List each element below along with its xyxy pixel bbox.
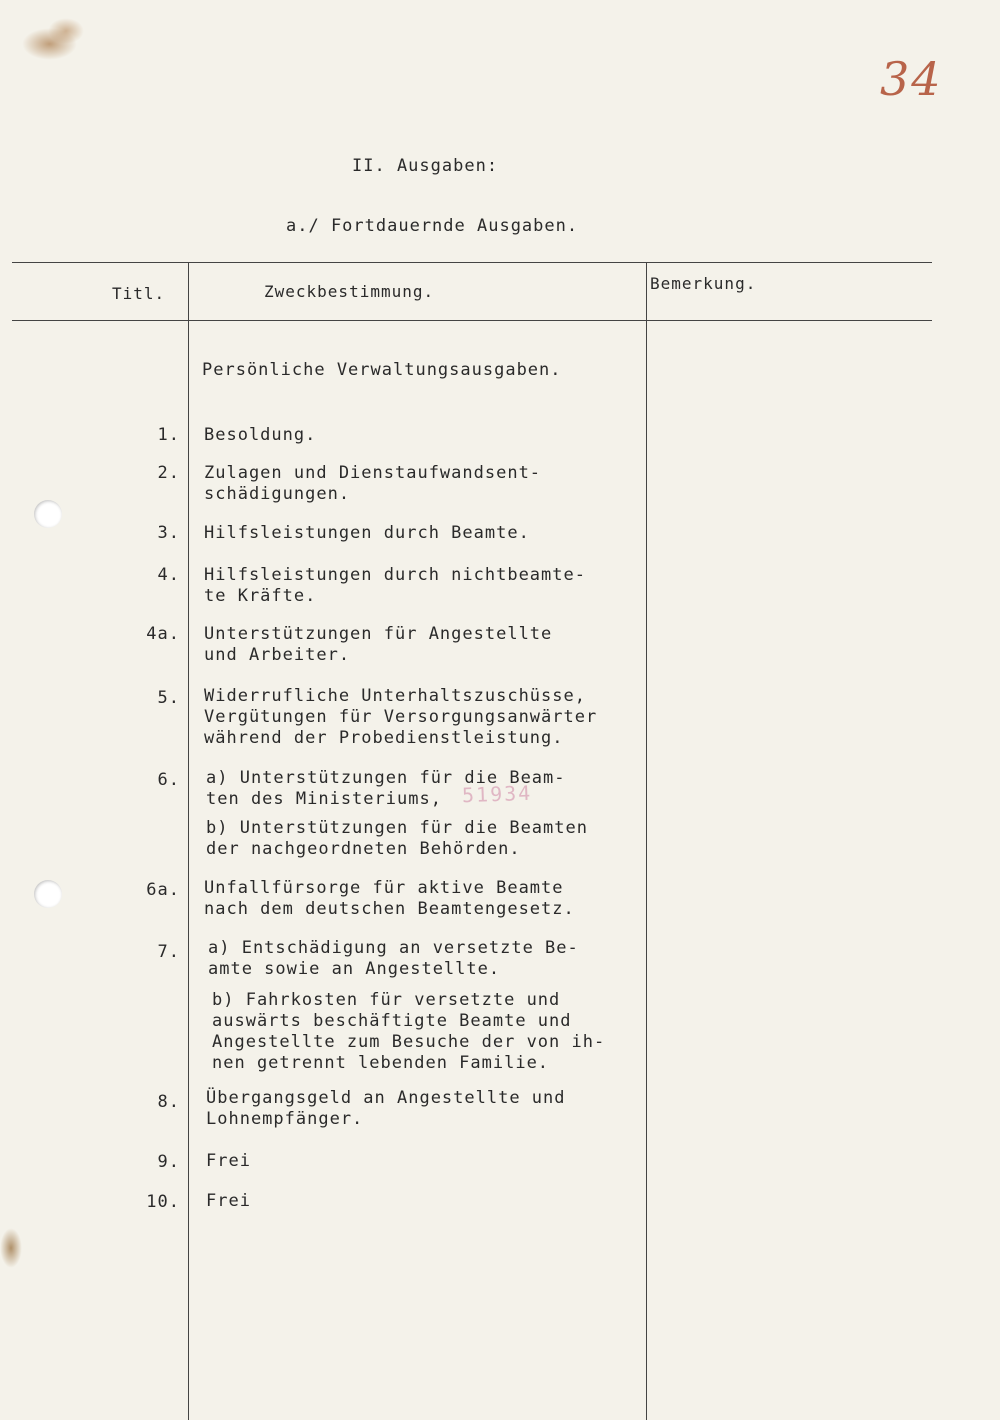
row-text: b) Fahrkosten für versetzte und auswärts beschäftigte Beamte und Angestellte zum Besuche der von ih- nen getrennt lebenden Familie. — [212, 990, 606, 1073]
row-number: 5. — [157, 688, 180, 708]
row-text: Widerrufliche Unterhaltszuschüsse, Vergütungen für Versorgungsanwärter während der Probedienstleistung. — [204, 686, 598, 748]
column-header-titl: Titl. — [112, 284, 166, 303]
column-divider — [646, 262, 647, 1420]
row-number: 6. — [157, 770, 180, 790]
row-text: b) Unterstützungen für die Beamten der nachgeordneten Behörden. — [206, 818, 588, 859]
rust-stain — [0, 1228, 22, 1268]
rust-stain — [22, 28, 77, 60]
table-top-rule — [12, 262, 932, 263]
row-number: 9. — [157, 1152, 180, 1172]
column-header-zweckbestimmung: Zweckbestimmung. — [264, 282, 435, 301]
row-text: Unfallfürsorge für aktive Beamte nach dem deutschen Beamtengesetz. — [204, 878, 575, 919]
row-text: Unterstützungen für Angestellte und Arbeiter. — [204, 624, 553, 665]
row-number: 10. — [146, 1192, 180, 1212]
row-number: 4. — [157, 565, 180, 585]
column-divider — [188, 262, 189, 1420]
row-text: Frei — [206, 1191, 251, 1211]
row-text: Zulagen und Dienstaufwandsent- schädigungen. — [204, 463, 542, 504]
section-subtitle: a./ Fortdauernde Ausgaben. — [286, 216, 579, 236]
table-header-rule — [12, 320, 932, 321]
row-number: 4a. — [146, 624, 180, 644]
row-number: 8. — [157, 1092, 180, 1112]
row-text: Hilfsleistungen durch Beamte. — [204, 523, 530, 543]
row-text: a) Entschädigung an versetzte Be- amte sowie an Angestellte. — [208, 938, 579, 979]
section-title: II. Ausgaben: — [352, 156, 499, 176]
row-text: a) Unterstützungen für die Beam- ten des Ministeriums, — [206, 768, 566, 809]
row-number: 7. — [157, 942, 180, 962]
rust-stain — [48, 18, 84, 44]
row-text: Übergangsgeld an Angestellte und Lohnempfänger. — [206, 1088, 566, 1129]
faded-stamp: 51934 — [461, 780, 533, 808]
row-text: Besoldung. — [204, 425, 317, 445]
row-number: 6a. — [146, 880, 180, 900]
column-header-bemerkung: Bemerkung. — [650, 274, 757, 293]
row-number: 3. — [157, 523, 180, 543]
handwritten-page-number: 34 — [880, 52, 943, 106]
row-text: Hilfsleistungen durch nichtbeamte- te Kräfte. — [204, 565, 586, 606]
row-number: 2. — [157, 463, 180, 483]
row-number: 1. — [157, 425, 180, 445]
row-text: Frei — [206, 1151, 251, 1171]
section-heading: Persönliche Verwaltungsausgaben. — [202, 360, 562, 380]
